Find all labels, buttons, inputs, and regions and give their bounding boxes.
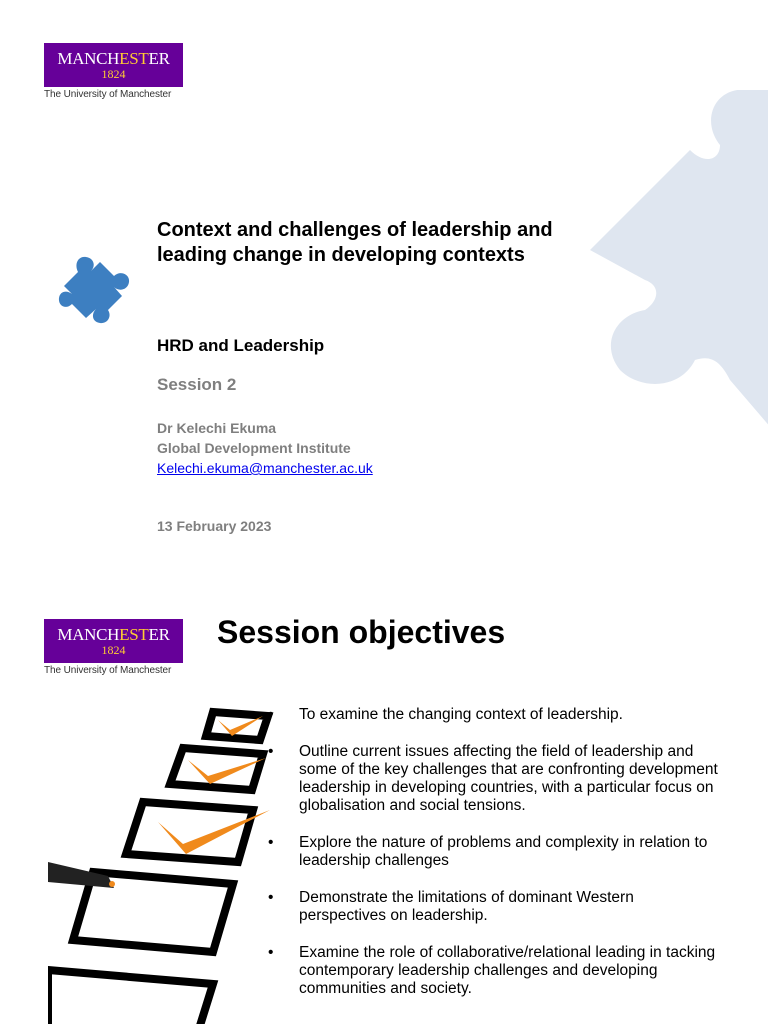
presentation-title: Context and challenges of leadership and leading change in developing contexts (157, 219, 553, 266)
presenter-info (157, 418, 373, 478)
objectives-slide (0, 576, 768, 1024)
puzzle-piece-icon (56, 248, 136, 326)
logo-subtitle: The University of Manchester (44, 665, 172, 676)
slide-title: Session objectives (217, 614, 506, 650)
presenter-organisation: Global Development Institute (157, 440, 351, 456)
objective-item: • Outline current issues affecting the field of leadership and some of the key challenges that are confronting development leadership in developing countries, with a particular focus on globalisation and social tensions. (268, 743, 718, 815)
logo-box (44, 619, 183, 663)
objective-item: • Examine the role of collaborative/relational leading in tacking contemporary leadership challenges and developing communities and society. (268, 944, 718, 998)
session-number: Session 2 (157, 375, 237, 394)
logo-subtitle: The University of Manchester (44, 89, 172, 100)
presentation-date: 13 February 2023 (157, 518, 272, 534)
logo-box (44, 43, 183, 87)
presenter-email-link[interactable]: Kelechi.ekuma@manchester.ac.uk (157, 460, 373, 476)
presenter-name: Dr Kelechi Ekuma (157, 420, 277, 436)
presentation-subtitle: HRD and Leadership (157, 336, 325, 355)
checklist-icon (48, 702, 278, 1024)
objective-item: • To examine the changing context of leadership. (268, 706, 718, 724)
university-logo (44, 619, 183, 676)
objective-item: • Explore the nature of problems and complexity in relation to leadership challenges (268, 834, 718, 870)
logo-year: 1824 (101, 643, 126, 657)
logo-year: 1824 (101, 67, 126, 81)
faded-puzzle-piece-icon (590, 90, 768, 450)
logo-wordmark: MANCHESTER (57, 49, 170, 68)
objective-item: • Demonstrate the limitations of dominant Western perspectives on leadership. (268, 889, 718, 925)
university-logo (44, 43, 183, 100)
objectives-list (268, 706, 718, 1017)
logo-wordmark: MANCHESTER (57, 625, 170, 644)
